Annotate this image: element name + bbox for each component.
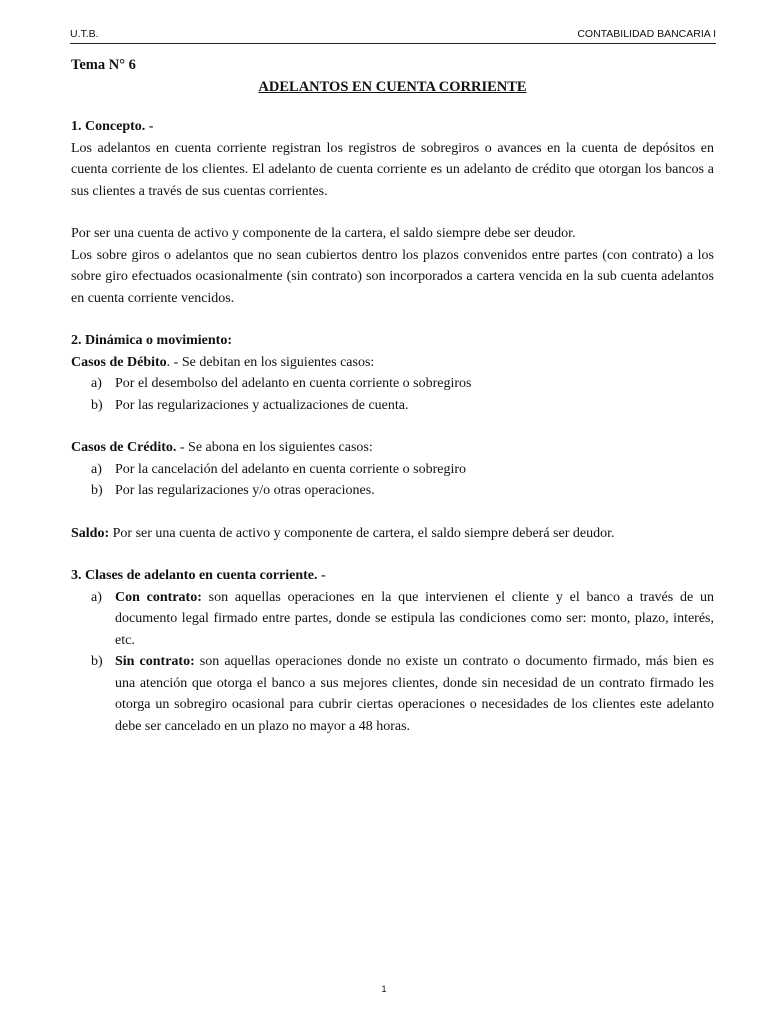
list-item-label: Sin contrato: <box>115 654 195 669</box>
section-1-heading: 1. Concepto. - <box>71 119 154 134</box>
page-header <box>70 28 716 44</box>
list-marker: a) <box>91 589 102 605</box>
list-marker: a) <box>91 461 102 477</box>
page-number: 1 <box>381 984 387 994</box>
section-3-heading: 3. Clases de adelanto en cuenta corriente. - <box>71 568 326 583</box>
debit-cases-list <box>71 373 714 416</box>
debit-cases-line <box>71 352 714 374</box>
list-marker: a) <box>91 376 102 391</box>
list-item <box>71 587 714 652</box>
section-1-paragraph: Por ser una cuenta de activo y componente de la cartera, el saldo siempre debe ser deudor. <box>71 226 576 241</box>
list-item-text: Por las regularizaciones y actualizaciones de cuenta. <box>115 397 409 413</box>
header-right: CONTABILIDAD BANCARIA I <box>577 28 716 40</box>
list-item-text: Por las regularizaciones y/o otras operaciones. <box>115 483 375 498</box>
list-marker: b) <box>91 654 103 669</box>
balance-text: Por ser una cuenta de activo y componente de cartera, el saldo siempre deberá ser deudor. <box>109 525 615 541</box>
list-item <box>71 373 714 395</box>
list-item-text <box>115 587 714 652</box>
credit-cases-text: - Se abona en los siguientes casos: <box>176 440 373 455</box>
credit-cases-list <box>71 459 714 502</box>
list-item-body: son aquellas operaciones donde no existe un contrato o documento firmado, más bien es una atención que otorga el banco a sus mejores clientes, donde sin necesidad de un contrato firmado les otorga un sobregiro ocasional para cubrir ciertas operaciones o necesidades de los clientes este adelanto debe ser cancelado en un plazo no mayor a 48 horas. <box>115 654 714 734</box>
document-title: ADELANTOS EN CUENTA CORRIENTE <box>258 78 527 95</box>
list-item <box>71 651 714 737</box>
credit-cases-line <box>71 437 714 459</box>
section-1-paragraph: Los adelantos en cuenta corriente registran los registros de sobregiros o avances en la cuenta de depósitos en cuenta corriente de los clientes. El adelanto de cuenta corriente es un adelanto de crédito que otorgan los bancos a sus clientes a través de sus cuentas corrientes. <box>71 140 714 199</box>
list-item-text: Por el desembolso del adelanto en cuenta corriente o sobregiros <box>115 376 472 391</box>
list-marker: b) <box>91 483 103 498</box>
list-item <box>71 480 714 502</box>
topic-number: Tema N° 6 <box>71 57 136 73</box>
overdraft-types-list <box>71 587 714 738</box>
list-marker: b) <box>91 397 103 413</box>
list-item <box>71 395 714 417</box>
list-item-body: son aquellas operaciones en la que intervienen el cliente y el banco a través de un documento legal firmado entre partes, donde se estipula las condiciones como ser: monto, plazo, interés, etc. <box>115 589 714 648</box>
list-item-label: Con contrato: <box>115 589 202 605</box>
section-2-heading: 2. Dinámica o movimiento: <box>71 333 232 348</box>
debit-cases-label: Casos de Débito <box>71 354 167 370</box>
balance-label: Saldo: <box>71 525 110 541</box>
debit-cases-text: . - Se debitan en los siguientes casos: <box>166 354 375 370</box>
document-body <box>71 55 714 737</box>
credit-cases-label: Casos de Crédito. <box>71 440 177 455</box>
list-item-text: Por la cancelación del adelanto en cuenta corriente o sobregiro <box>115 461 467 477</box>
header-left: U.T.B. <box>70 28 99 40</box>
section-1-paragraph: Los sobre giros o adelantos que no sean cubiertos dentro los plazos convenidos entre partes (con contrato) a los sobre giro efectuados ocasionalmente (sin contrato) son incorporados a cartera vencida en la sub cuenta adelantos en cuenta corriente vencidos. <box>71 247 714 306</box>
balance-line <box>71 523 714 545</box>
list-item <box>71 459 714 481</box>
list-item-text <box>115 651 714 737</box>
